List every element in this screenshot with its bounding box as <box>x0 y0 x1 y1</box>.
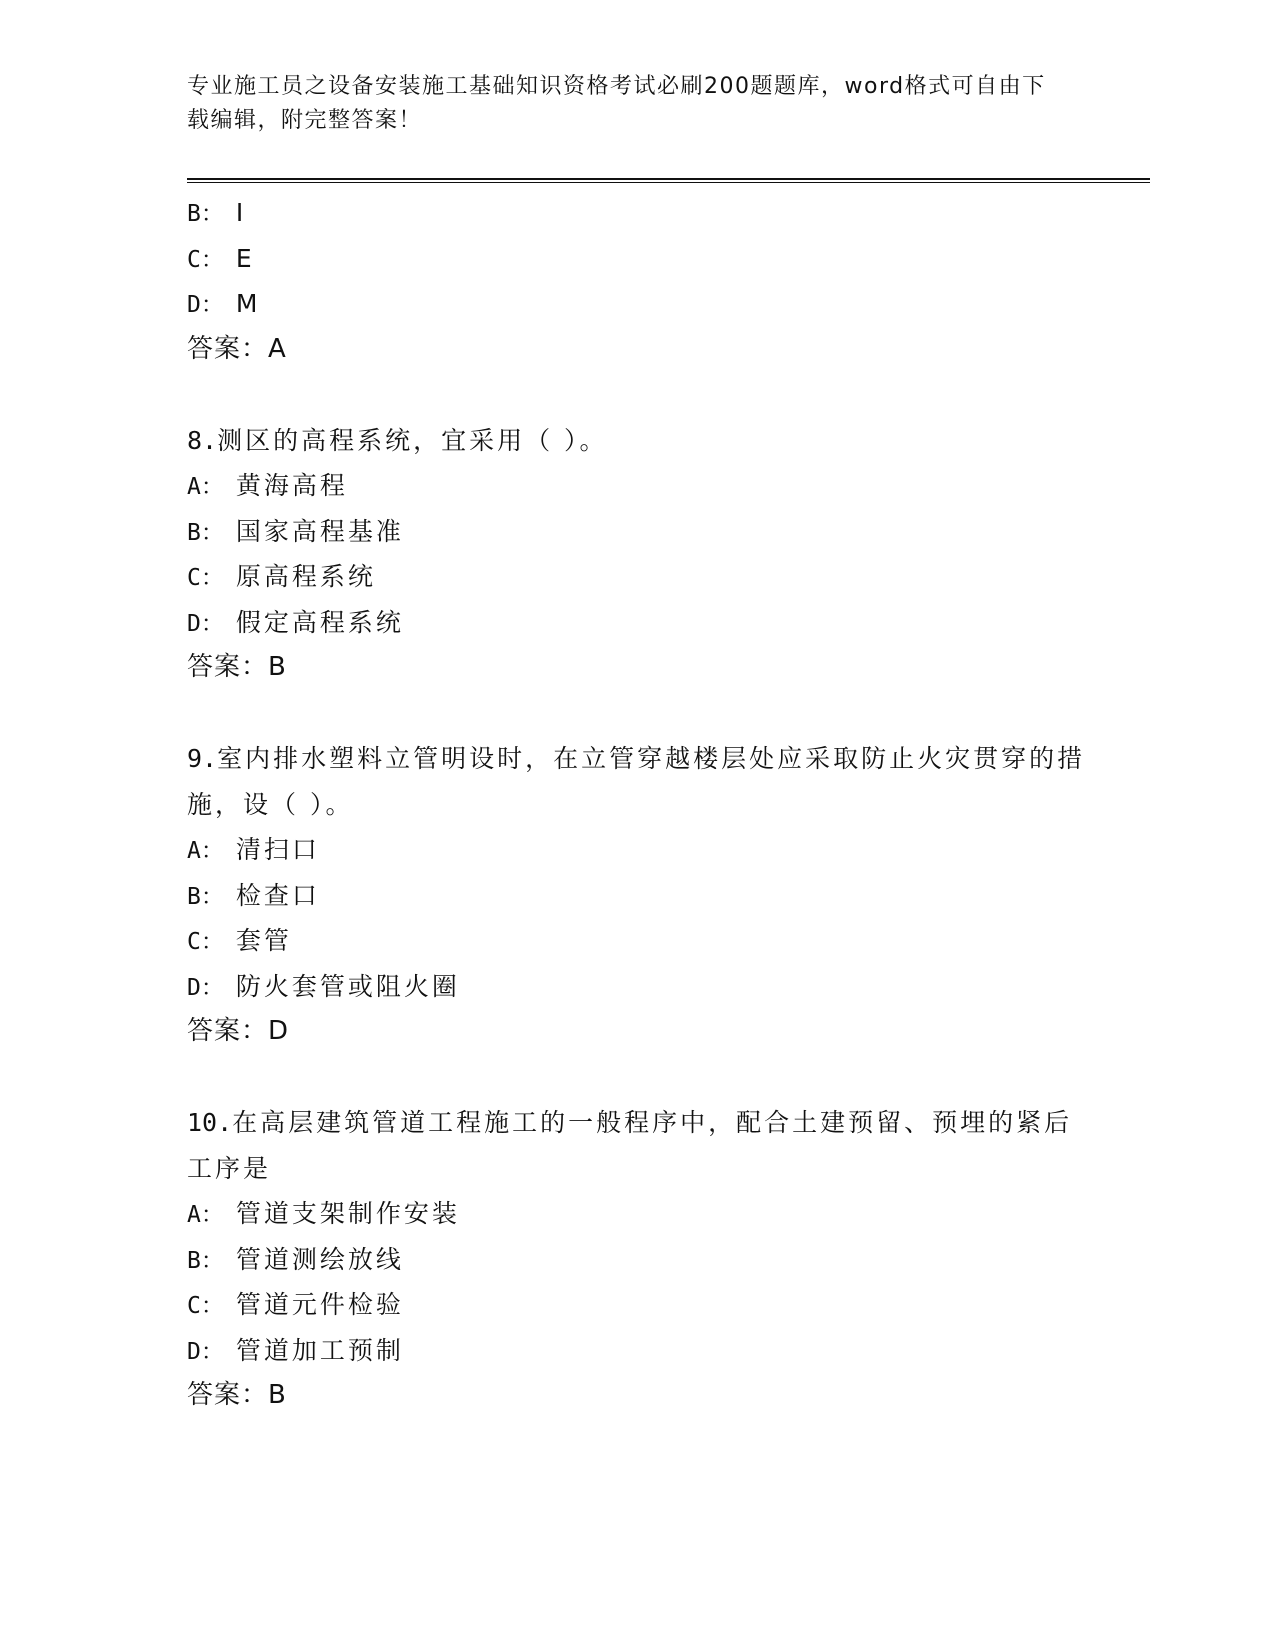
question-stem: 测区的高程系统，宜采用（ ）。 <box>217 425 608 455</box>
option-key: C： <box>187 929 224 955</box>
option-row <box>187 236 1107 282</box>
option-text: 黄海高程 <box>235 471 348 500</box>
question-number: 9. <box>187 744 218 773</box>
option-text: I <box>235 198 247 227</box>
page-header-text: 专业施工员之设备安装施工基础知识资格考试必刷200题题库，word格式可自由下载编辑，附完整答案！ <box>187 74 1046 133</box>
option-row <box>187 918 1107 964</box>
question-stem: 在高层建筑管道工程施工的一般程序中，配合土建预留、预埋的紧后工序是 <box>187 1108 1073 1183</box>
option-row <box>187 1328 1107 1374</box>
question-text <box>187 418 1087 464</box>
option-text: 清扫口 <box>235 835 320 864</box>
option-key: A： <box>187 1202 224 1228</box>
option-text: 管道加工预制 <box>235 1335 404 1365</box>
option-text: E <box>235 243 255 273</box>
answer-value: A <box>268 333 287 364</box>
option-row <box>187 600 1107 646</box>
question-text <box>187 1100 1087 1191</box>
option-key: A： <box>187 838 224 864</box>
option-key: D： <box>187 292 224 318</box>
answer-label: 答案： <box>187 652 269 682</box>
page-header <box>187 70 1067 138</box>
question-text <box>187 736 1087 827</box>
option-row <box>187 190 1107 236</box>
question-block-10 <box>187 1100 1107 1419</box>
spacer <box>187 1055 1107 1101</box>
question-number: 10. <box>187 1108 233 1137</box>
option-key: A： <box>187 474 224 500</box>
option-text: 管道支架制作安装 <box>235 1199 460 1228</box>
option-text: 原高程系统 <box>235 562 376 591</box>
option-key: C： <box>187 1293 224 1319</box>
header-double-rule <box>187 178 1150 183</box>
option-row <box>187 964 1107 1010</box>
answer-value: D <box>268 1016 290 1046</box>
question-block-8 <box>187 418 1107 691</box>
question-block-9 <box>187 736 1107 1055</box>
spacer <box>187 372 1107 418</box>
answer-label: 答案： <box>187 1016 269 1046</box>
answer-value: B <box>268 652 287 682</box>
option-row <box>187 509 1107 555</box>
option-text: 国家高程基准 <box>235 516 404 546</box>
option-key: B： <box>187 519 224 546</box>
option-text: 套管 <box>235 926 292 955</box>
answer-label: 答案： <box>187 333 269 364</box>
option-text: 检查口 <box>235 880 320 910</box>
option-key: D： <box>187 974 224 1001</box>
option-row <box>187 873 1107 919</box>
option-row <box>187 1237 1107 1283</box>
option-key: C： <box>187 565 224 591</box>
option-row <box>187 1191 1107 1237</box>
question-block-7 <box>187 190 1107 372</box>
option-text: 管道测绘放线 <box>235 1244 404 1274</box>
option-row <box>187 554 1107 600</box>
question-stem: 室内排水塑料立管明设时，在立管穿越楼层处应采取防止火灾贯穿的措施，设（ ）。 <box>187 744 1086 819</box>
option-text: 防火套管或阻火圈 <box>235 971 460 1001</box>
spacer <box>187 691 1107 737</box>
option-row <box>187 281 1107 327</box>
answer-row <box>187 327 1107 373</box>
option-row <box>187 827 1107 873</box>
option-text: M <box>235 289 261 318</box>
answer-value: B <box>268 1380 287 1410</box>
answer-row <box>187 1373 1107 1419</box>
option-text: 管道元件检验 <box>235 1290 404 1319</box>
option-row <box>187 1282 1107 1328</box>
option-row <box>187 463 1107 509</box>
option-key: B： <box>187 1247 224 1274</box>
answer-row <box>187 1009 1107 1055</box>
option-text: 假定高程系统 <box>235 607 404 637</box>
question-list <box>187 190 1107 1419</box>
answer-row <box>187 645 1107 691</box>
option-key: B： <box>187 201 224 227</box>
option-key: D： <box>187 610 224 637</box>
question-number: 8. <box>187 425 218 455</box>
answer-label: 答案： <box>187 1380 269 1410</box>
option-key: C： <box>187 246 224 273</box>
option-key: B： <box>187 883 224 910</box>
option-key: D： <box>187 1338 224 1365</box>
